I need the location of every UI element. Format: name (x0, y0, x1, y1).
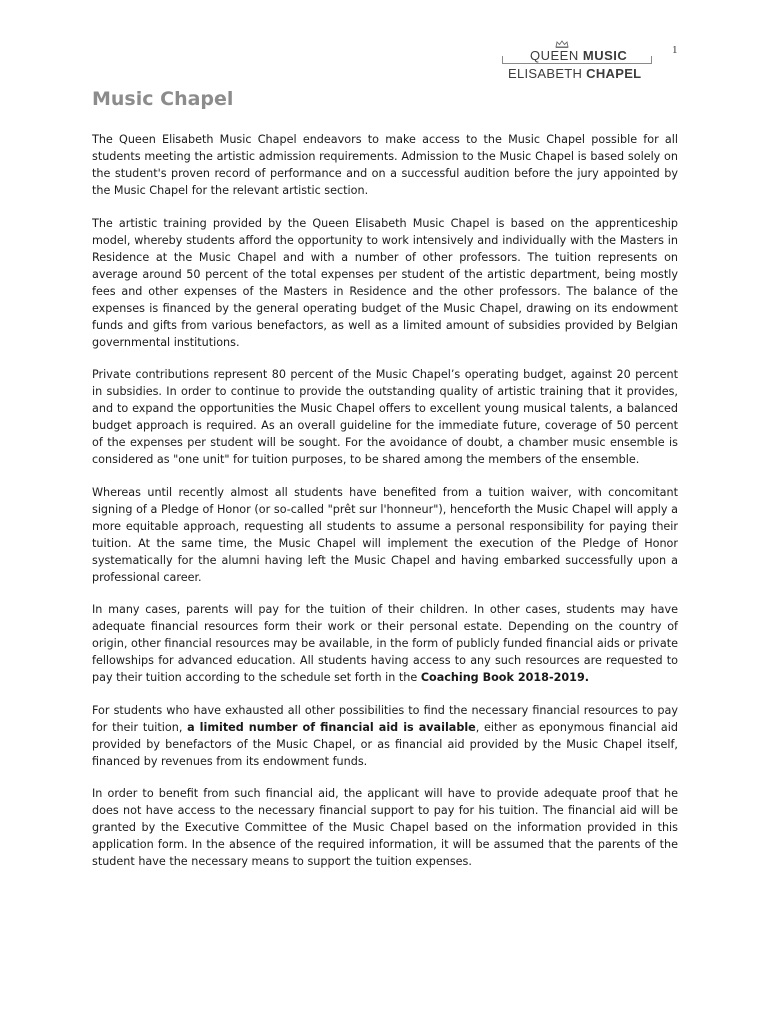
paragraph-financial-aid-text-start: For students who have exhausted all other possibilities to find the necessary financial resources to pay for their tuition, (92, 703, 678, 734)
paragraph-parents-payment-text: In many cases, parents will pay for the tuition of their children. In other cases, students may have adequate financial resources form their work or their personal estate. Depending on the country of origin, other financial resources may be available, in the form of publicly funded financial aids or private fellowships for advanced education. All students having access to any such resources are requested to pay their tuition according to the schedule set forth in the (92, 603, 678, 684)
paragraph-artistic-training: The artistic training provided by the Queen Elisabeth Music Chapel is based on the apprenticeship model, whereby students afford the opportunity to work intensively and individually with the Masters in Residence at the Music Chapel and with a number of other professors. The tuition represents on average around 50 percent of the total expenses per student of the artistic department, being mostly fees and other expenses of the Masters in Residence and the other professors. The balance of the expenses is financed by the general operating budget of the Music Chapel, drawing on its endowment funds and gifts from various benefactors, as well as a limited amount of subsidies provided by Belgian governmental institutions. (92, 216, 678, 349)
paragraph-financial-aid-text-end: , either as eponymous financial aid provided by benefactors of the Music Chapel, or as financial aid provided by the Music Chapel itself, financed by revenues from its endowment funds. (92, 720, 678, 768)
crown-icon (555, 40, 569, 48)
paragraph-private-contributions: Private contributions represent 80 percent of the Music Chapel’s operating budget, against 20 percent in subsidies. In order to continue to provide the outstanding quality of artistic training that it provides, and to expand the opportunities the Music Chapel offers to excellent young musical talents, a balanced budget approach is required. As an overall guideline for the immediate future, coverage of 50 percent of the expenses per student will be sought. For the avoidance of doubt, a chamber music ensemble is considered as "one unit" for tuition purposes, to be shared among the members of the ensemble. (92, 368, 678, 466)
logo-word-chapel: CHAPEL (586, 66, 642, 81)
paragraph-admission: The Queen Elisabeth Music Chapel endeavors to make access to the Music Chapel possible for all students meeting the artistic admission requirements. Admission to the Music Chapel is based solely on the student's proven record of performance and on a successful audition before the jury appointed by the Music Chapel for the relevant artistic section. (92, 133, 678, 197)
financial-aid-availability: a limited number of financial aid is available (187, 720, 476, 734)
logo-rule-tick-right (651, 56, 652, 64)
logo-line-2 (508, 66, 641, 81)
logo-line-1 (530, 48, 627, 63)
paragraph-proof-requirement: In order to benefit from such financial aid, the applicant will have to provide adequate proof that he does not have access to the necessary financial support to pay for his tuition. The financial aid will be granted by the Executive Committee of the Music Chapel based on the information provided in this application form. In the absence of the required information, it will be assumed that the parents of the student have the necessary means to support the tuition expenses. (92, 787, 678, 868)
paragraph-tuition-waiver: Whereas until recently almost all students have benefited from a tuition waiver, with concomitant signing of a Pledge of Honor (or so-called "prêt sur l'honneur"), henceforth the Music Chapel will apply a more equitable approach, requesting all students to assume a personal responsibility for paying their tuition. At the same time, the Music Chapel will implement the execution of the Pledge of Honor systematically for the alumni having left the Music Chapel and having embarked successfully upon a professional career. (92, 485, 678, 584)
document-body (92, 131, 678, 886)
logo-word-elisabeth: ELISABETH (508, 66, 583, 81)
coaching-book-reference: Coaching Book 2018-2019. (420, 671, 589, 684)
paragraph-financial-aid (92, 702, 678, 770)
paragraph-parents-payment (92, 601, 678, 686)
logo-word-queen: QUEEN (530, 48, 579, 63)
queen-elisabeth-music-chapel-logo (500, 40, 655, 84)
page-title: Music Chapel (92, 88, 234, 110)
page-number: 1 (672, 44, 678, 56)
logo-rule (502, 63, 652, 64)
logo-word-music: MUSIC (582, 48, 628, 63)
